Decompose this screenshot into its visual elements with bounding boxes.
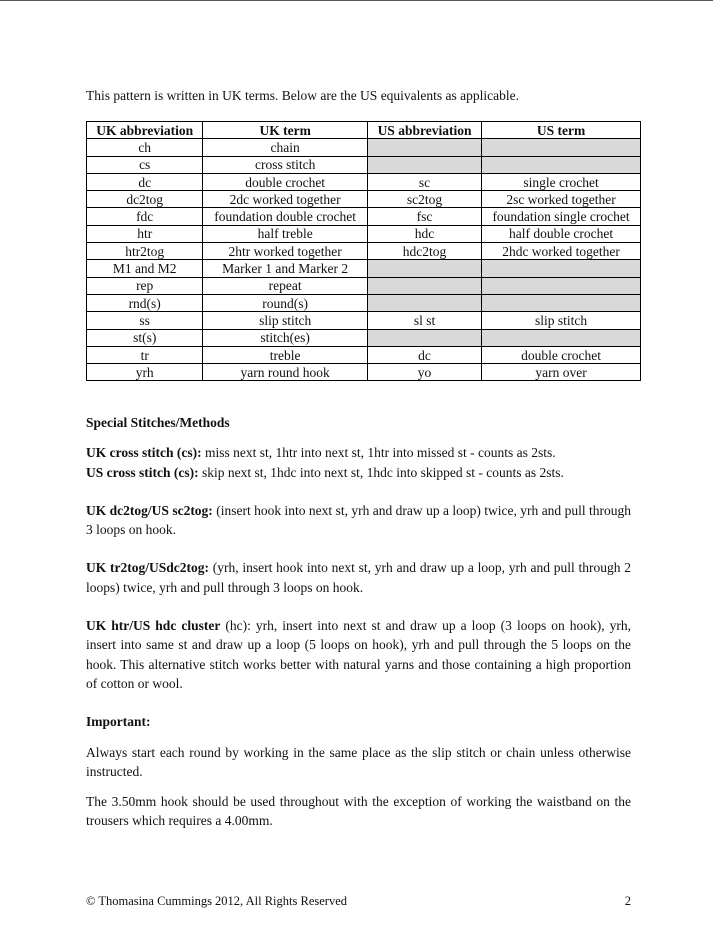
table-row [87, 346, 641, 363]
special-stitches-heading: Special Stitches/Methods [86, 415, 230, 430]
uk-abbreviation-cell: ch [87, 139, 203, 156]
cluster-label: UK htr/US hdc cluster [86, 618, 221, 634]
uk-cross-stitch-paragraph [86, 443, 631, 462]
us-abbreviation-cell: dc [367, 346, 481, 363]
us-term-cell: 2sc worked together [482, 191, 641, 208]
us-term-cell: slip stitch [482, 312, 641, 329]
uk-term-cell: double crochet [203, 173, 368, 190]
dc2tog-text: (insert hook into next st, yrh and draw up a loop) twice, yrh and pull through 3 loops on hook. [86, 502, 631, 538]
important-paragraph-2: The 3.50mm hook should be used throughout with the exception of working the waistband on the trousers which requires a 4.00mm. [86, 794, 631, 829]
tr2tog-text: (yrh, insert hook into next st, yrh and draw up a loop, yrh and pull through 2 loops) twice, yrh and pull through 3 loops on hook. [86, 560, 632, 595]
uk-abbreviation-cell: ss [87, 312, 203, 329]
uk-cross-stitch-label: UK cross stitch (cs): [86, 445, 202, 461]
table-row [87, 225, 641, 242]
table-row [87, 243, 641, 260]
intro-text: This pattern is written in UK terms. Below are the US equivalents as applicable. [86, 88, 520, 103]
us-term-cell: yarn over [482, 364, 641, 381]
uk-term-cell: 2dc worked together [203, 191, 368, 208]
uk-abbreviation-cell: M1 and M2 [87, 260, 203, 277]
table-row [87, 294, 641, 311]
tr2tog-label: UK tr2tog/USdc2tog: [86, 560, 209, 576]
us-term-cell [482, 156, 641, 173]
cluster-paragraph [86, 616, 631, 693]
uk-term-cell: foundation double crochet [203, 208, 368, 225]
tr2tog-paragraph [86, 558, 631, 597]
uk-abbreviation-cell: rep [87, 277, 203, 294]
dc2tog-label: UK dc2tog/US sc2tog: [86, 502, 213, 518]
table-row [87, 312, 641, 329]
us-term-cell: double crochet [482, 346, 641, 363]
table-body [87, 139, 641, 381]
instructions-body [86, 413, 631, 831]
us-abbreviation-cell: hdc [367, 225, 481, 242]
uk-abbreviation-cell: yrh [87, 364, 203, 381]
table-row [87, 277, 641, 294]
uk-abbreviation-cell: dc2tog [87, 191, 203, 208]
uk-term-cell: yarn round hook [203, 364, 368, 381]
table-row [87, 191, 641, 208]
uk-abbreviation-cell: rnd(s) [87, 294, 203, 311]
uk-term-cell: Marker 1 and Marker 2 [203, 260, 368, 277]
uk-term-cell: round(s) [203, 294, 368, 311]
uk-term-cell: repeat [203, 277, 368, 294]
table-header-row [87, 122, 641, 139]
dc2tog-paragraph [86, 501, 631, 540]
table-row [87, 364, 641, 381]
uk-abbreviation-cell: htr [87, 225, 203, 242]
header-uk-term: UK term [203, 122, 368, 139]
abbreviation-table [86, 121, 641, 381]
us-term-cell: 2hdc worked together [482, 243, 641, 260]
uk-abbreviation-cell: st(s) [87, 329, 203, 346]
us-cross-stitch-text: skip next st, 1hdc into next st, 1hdc into skipped st - counts as 2sts. [198, 464, 564, 480]
us-cross-stitch-paragraph [86, 463, 631, 482]
uk-term-cell: stitch(es) [203, 329, 368, 346]
us-term-cell: half double crochet [482, 225, 641, 242]
important-paragraph-1: Always start each round by working in the same place as the slip stitch or chain unless otherwise instructed. [86, 744, 631, 779]
us-abbreviation-cell: yo [367, 364, 481, 381]
us-abbreviation-cell: sc [367, 173, 481, 190]
page-top-border [0, 0, 713, 1]
us-term-cell: foundation single crochet [482, 208, 641, 225]
us-term-cell [482, 294, 641, 311]
header-us-term: US term [482, 122, 641, 139]
us-term-cell [482, 329, 641, 346]
table-row [87, 208, 641, 225]
table-row [87, 173, 641, 190]
table-row [87, 156, 641, 173]
us-abbreviation-cell [367, 139, 481, 156]
uk-abbreviation-cell: tr [87, 346, 203, 363]
uk-term-cell: 2htr worked together [203, 243, 368, 260]
us-term-cell [482, 277, 641, 294]
us-abbreviation-cell [367, 329, 481, 346]
important-heading: Important: [86, 714, 151, 730]
header-uk-abbreviation: UK abbreviation [87, 122, 203, 139]
us-term-cell [482, 260, 641, 277]
uk-term-cell: chain [203, 139, 368, 156]
us-cross-stitch-label: US cross stitch (cs): [86, 464, 199, 480]
us-abbreviation-cell [367, 156, 481, 173]
us-abbreviation-cell [367, 260, 481, 277]
us-abbreviation-cell: hdc2tog [367, 243, 481, 260]
uk-abbreviation-cell: fdc [87, 208, 203, 225]
table-row [87, 260, 641, 277]
cluster-text: (hc): yrh, insert into next st and draw up a loop (3 loops on hook), yrh, insert into same st and draw up a loop (5 loops on hook), yrh and pull through the 5 loops on the hook. This alternative stitch works better with natural yarns and those containing a high proportion of cotton or wool. [86, 618, 632, 691]
table-row [87, 329, 641, 346]
uk-term-cell: slip stitch [203, 312, 368, 329]
uk-abbreviation-cell: htr2tog [87, 243, 203, 260]
header-us-abbreviation: US abbreviation [367, 122, 481, 139]
us-abbreviation-cell [367, 294, 481, 311]
page-number: 2 [624, 894, 631, 908]
us-abbreviation-cell: sl st [367, 312, 481, 329]
uk-abbreviation-cell: cs [87, 156, 203, 173]
us-abbreviation-cell: fsc [367, 208, 481, 225]
uk-term-cell: half treble [203, 225, 368, 242]
us-term-cell [482, 139, 641, 156]
us-abbreviation-cell [367, 277, 481, 294]
uk-cross-stitch-text: miss next st, 1htr into next st, 1htr into missed st - counts as 2sts. [201, 445, 556, 461]
us-term-cell: single crochet [482, 173, 641, 190]
table-row [87, 139, 641, 156]
uk-term-cell: cross stitch [203, 156, 368, 173]
page-footer [86, 894, 631, 909]
copyright-notice: © Thomasina Cummings 2012, All Rights Reserved [86, 894, 347, 908]
uk-term-cell: treble [203, 346, 368, 363]
uk-abbreviation-cell: dc [87, 173, 203, 190]
us-abbreviation-cell: sc2tog [367, 191, 481, 208]
